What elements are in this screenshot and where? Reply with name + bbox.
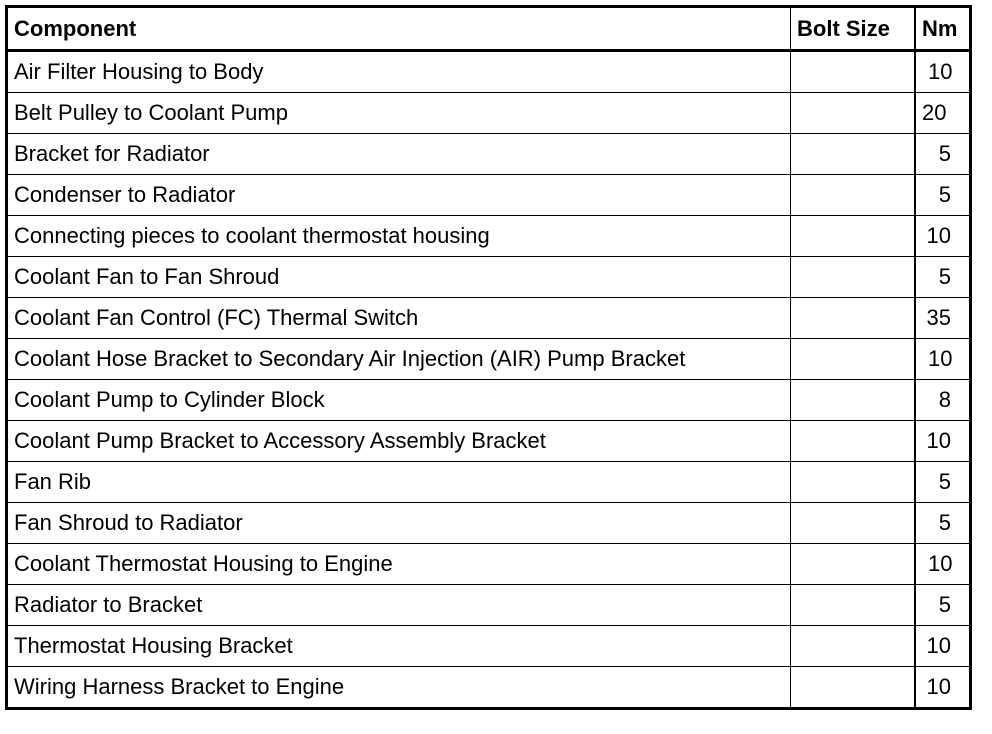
nm-value: 10 — [926, 223, 951, 248]
table-row — [7, 339, 971, 380]
torque-specification-table — [5, 5, 972, 710]
component-cell: Bracket for Radiator — [7, 134, 791, 175]
table-row — [7, 626, 971, 667]
nm-cell — [915, 667, 971, 709]
header-nm: Nm — [915, 7, 971, 51]
component-cell: Coolant Pump Bracket to Accessory Assembly Bracket — [7, 421, 791, 462]
header-component: Component — [7, 7, 791, 51]
table-row — [7, 134, 971, 175]
bolt-size-cell — [791, 298, 916, 339]
table-row — [7, 175, 971, 216]
nm-value: 5 — [938, 510, 951, 535]
table-row — [7, 298, 971, 339]
nm-cell — [915, 298, 971, 339]
nm-value: 20 — [922, 100, 947, 125]
nm-cell — [915, 462, 971, 503]
nm-cell — [915, 626, 971, 667]
nm-value: 8 — [938, 387, 951, 412]
nm-cell — [915, 93, 971, 134]
table-row — [7, 380, 971, 421]
bolt-size-cell — [791, 503, 916, 544]
nm-cell — [915, 503, 971, 544]
nm-value: 5 — [938, 182, 951, 207]
nm-cell — [915, 339, 971, 380]
bolt-size-cell — [791, 462, 916, 503]
nm-cell — [915, 544, 971, 585]
component-cell: Coolant Thermostat Housing to Engine — [7, 544, 791, 585]
nm-value: 10 — [926, 428, 951, 453]
table-row — [7, 503, 971, 544]
table-row — [7, 421, 971, 462]
nm-value: 5 — [938, 469, 951, 494]
component-cell: Thermostat Housing Bracket — [7, 626, 791, 667]
nm-value: 10 — [926, 674, 951, 699]
component-cell: Coolant Fan Control (FC) Thermal Switch — [7, 298, 791, 339]
component-cell: Connecting pieces to coolant thermostat housing — [7, 216, 791, 257]
component-cell: Belt Pulley to Coolant Pump — [7, 93, 791, 134]
bolt-size-cell — [791, 339, 916, 380]
nm-value: 5 — [938, 141, 951, 166]
table-row — [7, 462, 971, 503]
nm-cell — [915, 585, 971, 626]
header-row — [7, 7, 971, 51]
nm-cell — [915, 421, 971, 462]
bolt-size-cell — [791, 585, 916, 626]
table-row — [7, 585, 971, 626]
bolt-size-cell — [791, 626, 916, 667]
table-row — [7, 667, 971, 709]
table-row — [7, 257, 971, 298]
component-cell: Coolant Fan to Fan Shroud — [7, 257, 791, 298]
nm-cell — [915, 175, 971, 216]
component-cell: Fan Rib — [7, 462, 791, 503]
bolt-size-cell — [791, 175, 916, 216]
table-row — [7, 544, 971, 585]
nm-cell — [915, 134, 971, 175]
table-row — [7, 51, 971, 93]
nm-value: 35 — [926, 305, 951, 330]
nm-value: 10 — [928, 551, 953, 576]
header-bolt-size: Bolt Size — [791, 7, 916, 51]
table-row — [7, 93, 971, 134]
table-body — [7, 51, 971, 709]
nm-cell — [915, 51, 971, 93]
component-cell: Coolant Hose Bracket to Secondary Air Injection (AIR) Pump Bracket — [7, 339, 791, 380]
nm-cell — [915, 257, 971, 298]
nm-value: 5 — [938, 592, 951, 617]
bolt-size-cell — [791, 93, 916, 134]
bolt-size-cell — [791, 134, 916, 175]
component-cell: Condenser to Radiator — [7, 175, 791, 216]
component-cell: Coolant Pump to Cylinder Block — [7, 380, 791, 421]
component-cell: Wiring Harness Bracket to Engine — [7, 667, 791, 709]
bolt-size-cell — [791, 667, 916, 709]
nm-value: 10 — [926, 633, 951, 658]
component-cell: Air Filter Housing to Body — [7, 51, 791, 93]
table-header — [7, 7, 971, 51]
table-row — [7, 216, 971, 257]
nm-cell — [915, 380, 971, 421]
nm-cell — [915, 216, 971, 257]
component-cell: Fan Shroud to Radiator — [7, 503, 791, 544]
component-cell: Radiator to Bracket — [7, 585, 791, 626]
nm-value: 10 — [928, 59, 953, 84]
bolt-size-cell — [791, 380, 916, 421]
bolt-size-cell — [791, 216, 916, 257]
bolt-size-cell — [791, 544, 916, 585]
bolt-size-cell — [791, 51, 916, 93]
bolt-size-cell — [791, 257, 916, 298]
bolt-size-cell — [791, 421, 916, 462]
nm-value: 5 — [938, 264, 951, 289]
nm-value: 10 — [928, 346, 953, 371]
